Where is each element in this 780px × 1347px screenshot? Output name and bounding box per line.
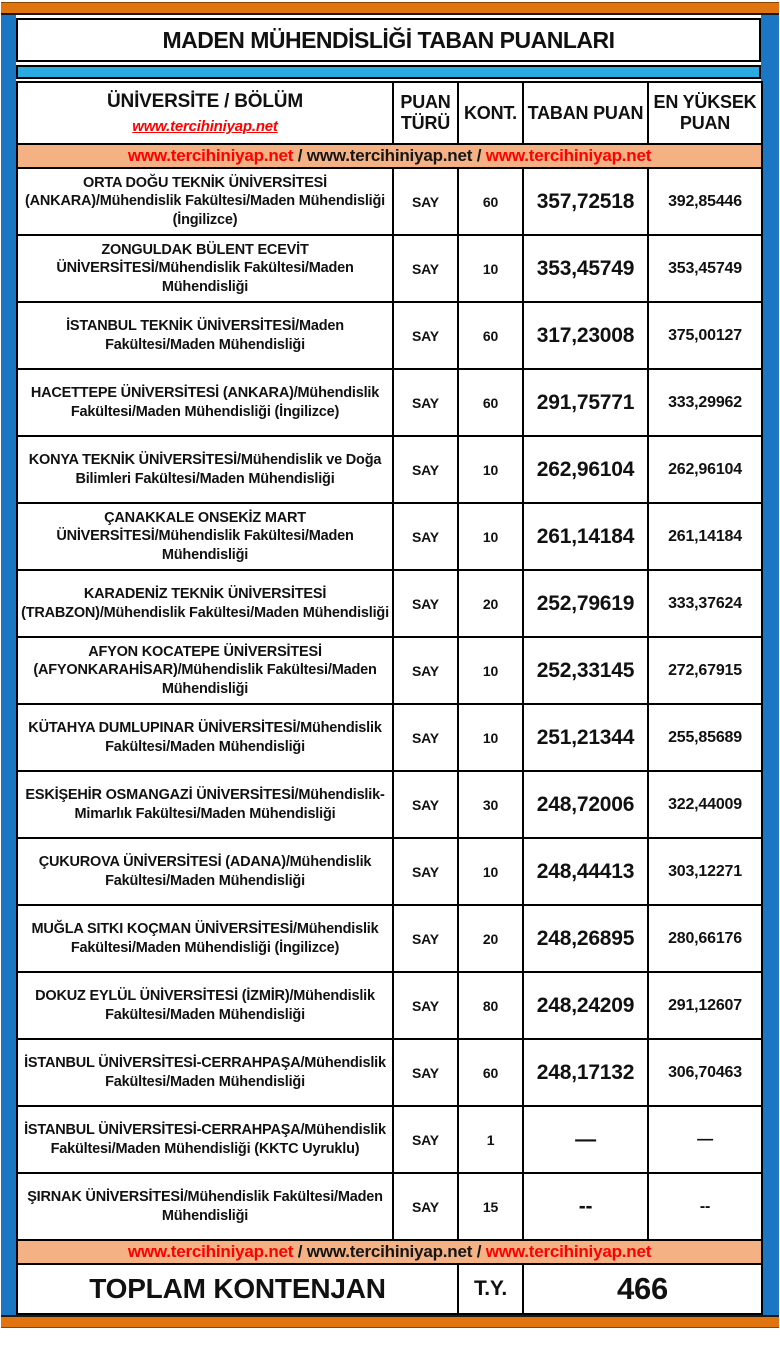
cell-highest-score: 322,44009 [648, 771, 762, 838]
cell-base-score: — [523, 1106, 648, 1173]
cell-quota: 10 [458, 637, 523, 704]
cell-university: AFYON KOCATEPE ÜNİVERSİTESİ (AFYONKARAHİSAR)/Mühendislik Fakültesi/Maden Mühendisliği [17, 637, 393, 704]
table-row [17, 771, 762, 838]
table-row [17, 168, 762, 235]
table-row [17, 637, 762, 704]
content-area [16, 15, 761, 1315]
cell-base-score: 248,44413 [523, 838, 648, 905]
site-link[interactable]: www.tercihiniyap.net [485, 146, 652, 165]
cell-highest-score: 353,45749 [648, 235, 762, 302]
cell-highest-score: — [648, 1106, 762, 1173]
title-box [16, 18, 761, 62]
table-row [17, 503, 762, 570]
cell-quota: 60 [458, 302, 523, 369]
cell-university: HACETTEPE ÜNİVERSİTESİ (ANKARA)/Mühendislik Fakültesi/Maden Mühendisliği (İngilizce) [17, 369, 393, 436]
col-header-university [17, 82, 393, 144]
table-row [17, 570, 762, 637]
cell-base-score: 291,75771 [523, 369, 648, 436]
cell-score-type: SAY [393, 771, 458, 838]
cell-university: İSTANBUL ÜNİVERSİTESİ-CERRAHPAŞA/Mühendislik Fakültesi/Maden Mühendisliği [17, 1039, 393, 1106]
cell-base-score: 353,45749 [523, 235, 648, 302]
cell-base-score: 357,72518 [523, 168, 648, 235]
col-header-base-score: TABAN PUAN [523, 82, 648, 144]
table-row [17, 704, 762, 771]
col-header-university-label: ÜNİVERSİTE / BÖLÜM [107, 90, 303, 112]
site-link[interactable]: www.tercihiniyap.net [132, 117, 278, 135]
cell-score-type: SAY [393, 168, 458, 235]
cell-base-score: 251,21344 [523, 704, 648, 771]
total-score-type-badge: T.Y. [458, 1264, 523, 1314]
cell-quota: 10 [458, 436, 523, 503]
cell-quota: 20 [458, 570, 523, 637]
cell-university: İSTANBUL TEKNİK ÜNİVERSİTESİ/Maden Fakültesi/Maden Mühendisliği [17, 302, 393, 369]
banner-separator: / [472, 1242, 486, 1261]
cell-score-type: SAY [393, 503, 458, 570]
cell-quota: 80 [458, 972, 523, 1039]
site-banner-top-cell [17, 144, 762, 168]
cell-highest-score: 333,29962 [648, 369, 762, 436]
cell-highest-score: 262,96104 [648, 436, 762, 503]
cell-university: ESKİŞEHİR OSMANGAZİ ÜNİVERSİTESİ/Mühendislik-Mimarlık Fakültesi/Maden Mühendisliği [17, 771, 393, 838]
orange-bar-top [1, 2, 779, 15]
cell-base-score: 262,96104 [523, 436, 648, 503]
blue-frame [1, 15, 779, 1315]
cell-highest-score: 261,14184 [648, 503, 762, 570]
cell-score-type: SAY [393, 235, 458, 302]
page [0, 2, 780, 1328]
cell-score-type: SAY [393, 637, 458, 704]
site-link[interactable]: www.tercihiniyap.net [306, 146, 473, 165]
cell-quota: 60 [458, 168, 523, 235]
cell-score-type: SAY [393, 972, 458, 1039]
cell-quota: 1 [458, 1106, 523, 1173]
col-header-quota: KONT. [458, 82, 523, 144]
cell-score-type: SAY [393, 1106, 458, 1173]
cell-base-score: 248,24209 [523, 972, 648, 1039]
banner-separator: / [472, 146, 486, 165]
cell-highest-score: 280,66176 [648, 905, 762, 972]
banner-separator: / [293, 1242, 307, 1261]
cell-highest-score: 375,00127 [648, 302, 762, 369]
cell-highest-score: 255,85689 [648, 704, 762, 771]
table-row [17, 369, 762, 436]
cell-base-score: -- [523, 1173, 648, 1240]
cell-base-score: 261,14184 [523, 503, 648, 570]
site-banner-top [17, 144, 762, 168]
cell-university: KONYA TEKNİK ÜNİVERSİTESİ/Mühendislik ve Doğa Bilimleri Fakültesi/Maden Mühendisliği [17, 436, 393, 503]
site-link[interactable]: www.tercihiniyap.net [127, 1242, 294, 1261]
cell-university: KÜTAHYA DUMLUPINAR ÜNİVERSİTESİ/Mühendislik Fakültesi/Maden Mühendisliği [17, 704, 393, 771]
cell-highest-score: 392,85446 [648, 168, 762, 235]
cell-university: MUĞLA SITKI KOÇMAN ÜNİVERSİTESİ/Mühendislik Fakültesi/Maden Mühendisliği (İngilizce) [17, 905, 393, 972]
cell-quota: 20 [458, 905, 523, 972]
cell-quota: 30 [458, 771, 523, 838]
footer-row [17, 1264, 762, 1314]
col-header-score-type: PUAN TÜRÜ [393, 82, 458, 144]
table-row [17, 1173, 762, 1240]
banner-separator: / [293, 146, 307, 165]
table-row [17, 1039, 762, 1106]
cell-highest-score: 291,12607 [648, 972, 762, 1039]
cell-score-type: SAY [393, 302, 458, 369]
cell-score-type: SAY [393, 1173, 458, 1240]
table-row [17, 972, 762, 1039]
cell-university: İSTANBUL ÜNİVERSİTESİ-CERRAHPAŞA/Mühendislik Fakültesi/Maden Mühendisliği (KKTC Uyruklu) [17, 1106, 393, 1173]
cell-base-score: 248,17132 [523, 1039, 648, 1106]
site-link[interactable]: www.tercihiniyap.net [306, 1242, 473, 1261]
site-banner-bottom-cell [17, 1240, 762, 1264]
total-value: 466 [523, 1264, 762, 1314]
cell-university: DOKUZ EYLÜL ÜNİVERSİTESİ (İZMİR)/Mühendislik Fakültesi/Maden Mühendisliği [17, 972, 393, 1039]
cell-base-score: 248,72006 [523, 771, 648, 838]
cell-quota: 60 [458, 369, 523, 436]
orange-bar-bottom [1, 1315, 779, 1328]
cell-university: ŞIRNAK ÜNİVERSİTESİ/Mühendislik Fakültesi/Maden Mühendisliği [17, 1173, 393, 1240]
scores-table [16, 81, 763, 1315]
cell-university: ORTA DOĞU TEKNİK ÜNİVERSİTESİ (ANKARA)/Mühendislik Fakültesi/Maden Mühendisliği (İngilizce) [17, 168, 393, 235]
cell-highest-score: 306,70463 [648, 1039, 762, 1106]
cyan-divider [16, 65, 761, 79]
total-label: TOPLAM KONTENJAN [17, 1264, 458, 1314]
cell-score-type: SAY [393, 838, 458, 905]
cell-university: ÇUKUROVA ÜNİVERSİTESİ (ADANA)/Mühendislik Fakültesi/Maden Mühendisliği [17, 838, 393, 905]
table-row [17, 1106, 762, 1173]
cell-base-score: 252,33145 [523, 637, 648, 704]
cell-base-score: 317,23008 [523, 302, 648, 369]
table-header-row [17, 82, 762, 144]
site-link[interactable]: www.tercihiniyap.net [485, 1242, 652, 1261]
cell-quota: 15 [458, 1173, 523, 1240]
cell-university: ZONGULDAK BÜLENT ECEVİT ÜNİVERSİTESİ/Mühendislik Fakültesi/Maden Mühendisliği [17, 235, 393, 302]
table-row [17, 436, 762, 503]
table-row [17, 838, 762, 905]
cell-highest-score: 333,37624 [648, 570, 762, 637]
site-link[interactable]: www.tercihiniyap.net [127, 146, 294, 165]
cell-quota: 10 [458, 235, 523, 302]
cell-highest-score: 272,67915 [648, 637, 762, 704]
cell-quota: 10 [458, 838, 523, 905]
cell-quota: 10 [458, 704, 523, 771]
cell-quota: 60 [458, 1039, 523, 1106]
cell-highest-score: 303,12271 [648, 838, 762, 905]
cell-score-type: SAY [393, 570, 458, 637]
table-body [17, 82, 762, 1314]
cell-base-score: 252,79619 [523, 570, 648, 637]
cell-score-type: SAY [393, 436, 458, 503]
col-header-highest-score: EN YÜKSEK PUAN [648, 82, 762, 144]
table-row [17, 302, 762, 369]
cell-score-type: SAY [393, 704, 458, 771]
cell-base-score: 248,26895 [523, 905, 648, 972]
table-row [17, 905, 762, 972]
cell-quota: 10 [458, 503, 523, 570]
site-banner-bottom [17, 1240, 762, 1264]
cell-score-type: SAY [393, 1039, 458, 1106]
table-row [17, 235, 762, 302]
cell-score-type: SAY [393, 369, 458, 436]
cell-score-type: SAY [393, 905, 458, 972]
cell-highest-score: -- [648, 1173, 762, 1240]
page-title: MADEN MÜHENDİSLİĞİ TABAN PUANLARI [162, 26, 615, 53]
cell-university: KARADENİZ TEKNİK ÜNİVERSİTESİ (TRABZON)/Mühendislik Fakültesi/Maden Mühendisliği [17, 570, 393, 637]
cell-university: ÇANAKKALE ONSEKİZ MART ÜNİVERSİTESİ/Mühendislik Fakültesi/Maden Mühendisliği [17, 503, 393, 570]
